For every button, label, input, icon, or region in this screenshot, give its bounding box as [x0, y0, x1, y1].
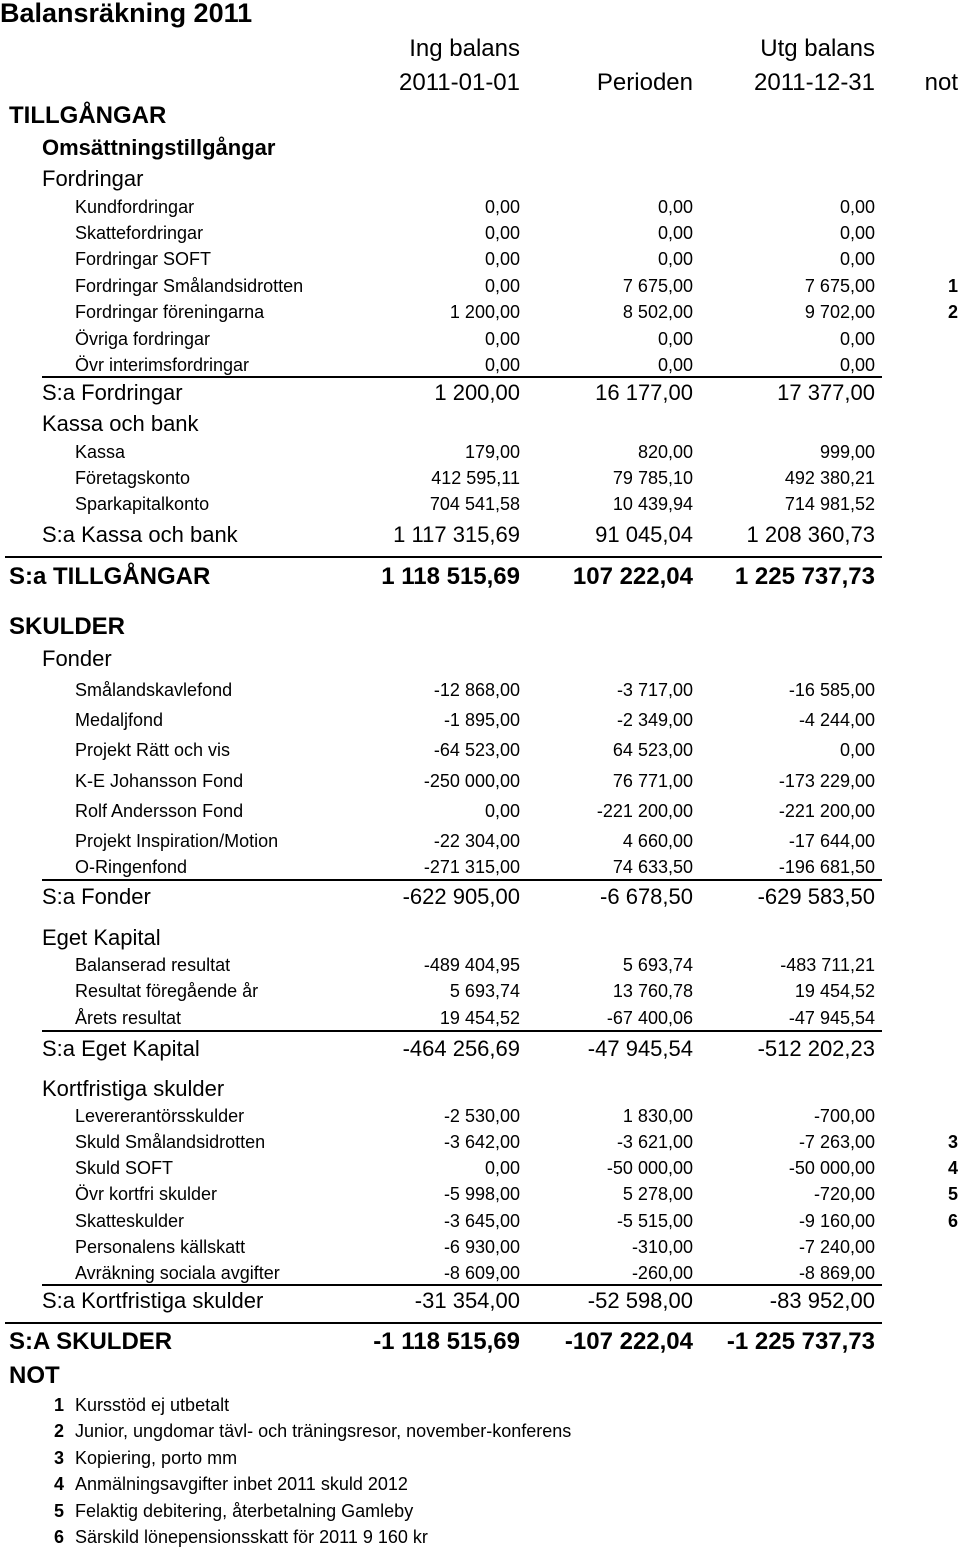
- header-ing-balans: Ing balans: [409, 35, 520, 62]
- kassa-row-utg-balans: 714 981,52: [784, 494, 875, 514]
- fonder-row-perioden: -2 349,00: [616, 710, 693, 730]
- kortfristiga-row-utg-balans: -8 869,00: [798, 1263, 875, 1283]
- kortfristiga-row-perioden: -50 000,00: [606, 1158, 693, 1178]
- fordringar-row-label: Övriga fordringar: [75, 329, 211, 349]
- fordringar-row-label: Fordringar SOFT: [75, 249, 212, 269]
- kortfristiga-row-perioden: -5 515,00: [616, 1211, 693, 1231]
- kortfristiga-row-label: Levererantörsskulder: [75, 1106, 245, 1126]
- kortfristiga-row-perioden: -260,00: [631, 1263, 693, 1283]
- fordringar-row-utg-balans: 0,00: [839, 329, 875, 349]
- kortfristiga-row-note-ref: 3: [947, 1132, 958, 1152]
- kortfristiga-row-ing-balans: -3 642,00: [443, 1132, 520, 1152]
- kortfristiga-row-utg-balans: -720,00: [813, 1184, 875, 1204]
- section-skulder: SKULDER: [9, 613, 126, 640]
- fordringar-row-perioden: 0,00: [657, 355, 693, 375]
- eget-kapital-row-perioden: 5 693,74: [622, 955, 693, 975]
- note-number: 2: [54, 1421, 65, 1441]
- eget-kapital-sum-rule: [42, 1030, 882, 1032]
- fonder-sum-label: S:a Fonder: [42, 884, 151, 909]
- fonder-row-utg-balans: -221 200,00: [778, 801, 875, 821]
- kortfristiga-heading: Kortfristiga skulder: [42, 1076, 225, 1101]
- kortfristiga-row-note-ref: 5: [947, 1184, 958, 1204]
- fonder-sum-rule: [42, 879, 882, 881]
- kassa-row-perioden: 820,00: [637, 442, 693, 462]
- fordringar-sum-perioden: 16 177,00: [595, 380, 693, 405]
- fonder-row-perioden: -3 717,00: [616, 680, 693, 700]
- page-title: Balansräkning 2011: [0, 0, 253, 28]
- kassa-row-ing-balans: 412 595,11: [431, 468, 520, 488]
- header-not: not: [924, 69, 958, 96]
- kortfristiga-row-ing-balans: 0,00: [484, 1158, 520, 1178]
- fonder-row-label: O-Ringenfond: [75, 857, 188, 877]
- fordringar-row-utg-balans: 9 702,00: [804, 302, 875, 322]
- kortfristiga-row-perioden: 1 830,00: [622, 1106, 693, 1126]
- omsattningstillgangar-heading: Omsättningstillgångar: [42, 135, 276, 160]
- kortfristiga-row-utg-balans: -700,00: [813, 1106, 875, 1126]
- tillgangar-total-perioden: 107 222,04: [572, 563, 693, 590]
- note-text: Särskild lönepensionsskatt för 2011 9 160 kr: [75, 1527, 428, 1547]
- fonder-row-ing-balans: -22 304,00: [433, 831, 520, 851]
- note-number: 1: [54, 1395, 65, 1415]
- kortfristiga-row-label: Skuld Smålandsidrotten: [75, 1132, 266, 1152]
- notes-heading: NOT: [9, 1362, 60, 1389]
- fonder-row-utg-balans: -196 681,50: [778, 857, 875, 877]
- eget-kapital-sum-ing-balans: -464 256,69: [402, 1036, 520, 1061]
- fonder-row-label: Smålandskavlefond: [75, 680, 233, 700]
- fonder-row-ing-balans: -64 523,00: [433, 740, 520, 760]
- fonder-row-label: Projekt Inspiration/Motion: [75, 831, 279, 851]
- note-text: Junior, ungdomar tävl- och träningsresor, november-konferens: [75, 1421, 572, 1441]
- fonder-row-ing-balans: 0,00: [484, 801, 520, 821]
- tillgangar-total-ing-balans: 1 118 515,69: [381, 563, 520, 590]
- fonder-sum-utg-balans: -629 583,50: [757, 884, 875, 909]
- eget-kapital-sum-perioden: -47 945,54: [587, 1036, 693, 1061]
- eget-kapital-row-ing-balans: 19 454,52: [439, 1008, 520, 1028]
- fordringar-row-ing-balans: 1 200,00: [449, 302, 520, 322]
- kassa-row-utg-balans: 999,00: [819, 442, 875, 462]
- kassa-heading: Kassa och bank: [42, 411, 199, 436]
- kassa-row-label: Kassa: [75, 442, 126, 462]
- fordringar-row-ing-balans: 0,00: [484, 249, 520, 269]
- eget-kapital-row-perioden: 13 760,78: [612, 981, 693, 1001]
- kassa-row-label: Sparkapitalkonto: [75, 494, 210, 514]
- kortfristiga-row-label: Skatteskulder: [75, 1211, 185, 1231]
- kassa-sum-ing-balans: 1 117 315,69: [393, 522, 520, 547]
- fordringar-row-perioden: 8 502,00: [622, 302, 693, 322]
- kortfristiga-row-ing-balans: -2 530,00: [443, 1106, 520, 1126]
- fonder-row-ing-balans: -12 868,00: [433, 680, 520, 700]
- eget-kapital-row-utg-balans: 19 454,52: [794, 981, 875, 1001]
- note-number: 6: [54, 1527, 65, 1547]
- kassa-row-ing-balans: 179,00: [464, 442, 520, 462]
- fonder-row-utg-balans: -17 644,00: [788, 831, 875, 851]
- skulder-total-perioden: -107 222,04: [564, 1328, 693, 1355]
- kassa-row-perioden: 79 785,10: [612, 468, 693, 488]
- eget-kapital-row-utg-balans: -47 945,54: [788, 1008, 875, 1028]
- kortfristiga-row-utg-balans: -9 160,00: [798, 1211, 875, 1231]
- fonder-row-label: Rolf Andersson Fond: [75, 801, 244, 821]
- fonder-heading: Fonder: [42, 646, 112, 671]
- skulder-total-utg-balans: -1 225 737,73: [726, 1328, 875, 1355]
- fordringar-row-perioden: 0,00: [657, 223, 693, 243]
- kassa-sum-label: S:a Kassa och bank: [42, 522, 238, 547]
- eget-kapital-row-ing-balans: -489 404,95: [423, 955, 520, 975]
- eget-kapital-sum-label: S:a Eget Kapital: [42, 1036, 200, 1061]
- note-text: Felaktig debitering, återbetalning Gamleby: [75, 1501, 414, 1521]
- fordringar-row-label: Övr interimsfordringar: [75, 355, 250, 375]
- header-utg-balans: Utg balans: [760, 35, 875, 62]
- kortfristiga-row-label: Avräkning sociala avgifter: [75, 1263, 280, 1283]
- fonder-row-perioden: 76 771,00: [612, 771, 693, 791]
- fonder-row-label: Projekt Rätt och vis: [75, 740, 231, 760]
- kortfristiga-sum-rule: [42, 1284, 882, 1286]
- kassa-row-label: Företagskonto: [75, 468, 191, 488]
- fordringar-sum-rule: [42, 376, 882, 378]
- fonder-row-label: Medaljfond: [75, 710, 164, 730]
- fonder-row-label: K-E Johansson Fond: [75, 771, 244, 791]
- fonder-row-ing-balans: -271 315,00: [423, 857, 520, 877]
- fordringar-row-ing-balans: 0,00: [484, 355, 520, 375]
- skulder-total-label: S:A SKULDER: [9, 1328, 173, 1355]
- fordringar-row-label: Fordringar föreningarna: [75, 302, 265, 322]
- fordringar-row-utg-balans: 0,00: [839, 197, 875, 217]
- fonder-row-utg-balans: -4 244,00: [798, 710, 875, 730]
- fordringar-row-ing-balans: 0,00: [484, 329, 520, 349]
- fonder-row-perioden: 4 660,00: [622, 831, 693, 851]
- fordringar-heading: Fordringar: [42, 166, 144, 191]
- fordringar-row-utg-balans: 0,00: [839, 223, 875, 243]
- kortfristiga-sum-ing-balans: -31 354,00: [414, 1288, 520, 1313]
- kortfristiga-row-label: Skuld SOFT: [75, 1158, 174, 1178]
- kortfristiga-sum-perioden: -52 598,00: [587, 1288, 693, 1313]
- kortfristiga-row-note-ref: 6: [947, 1211, 958, 1231]
- fordringar-row-ing-balans: 0,00: [484, 197, 520, 217]
- header-perioden: Perioden: [596, 69, 693, 96]
- fonder-row-utg-balans: 0,00: [839, 740, 875, 760]
- fordringar-row-perioden: 7 675,00: [622, 276, 693, 296]
- fordringar-row-label: Skattefordringar: [75, 223, 204, 243]
- kassa-row-ing-balans: 704 541,58: [429, 494, 520, 514]
- eget-kapital-row-utg-balans: -483 711,21: [780, 955, 875, 975]
- note-text: Anmälningsavgifter inbet 2011 skuld 2012: [75, 1474, 408, 1494]
- eget-kapital-heading: Eget Kapital: [42, 925, 161, 950]
- kassa-row-perioden: 10 439,94: [612, 494, 693, 514]
- fonder-row-perioden: 64 523,00: [612, 740, 693, 760]
- kassa-sum-utg-balans: 1 208 360,73: [746, 522, 875, 547]
- header-date-start: 2011-01-01: [399, 69, 520, 96]
- note-text: Kopiering, porto mm: [75, 1448, 238, 1468]
- fordringar-sum-label: S:a Fordringar: [42, 380, 183, 405]
- kortfristiga-row-perioden: -3 621,00: [616, 1132, 693, 1152]
- kortfristiga-row-ing-balans: -5 998,00: [443, 1184, 520, 1204]
- note-number: 4: [54, 1474, 65, 1494]
- fordringar-sum-utg-balans: 17 377,00: [777, 380, 875, 405]
- note-number: 3: [54, 1448, 65, 1468]
- kortfristiga-row-ing-balans: -8 609,00: [443, 1263, 520, 1283]
- fordringar-row-note-ref: 1: [947, 276, 958, 296]
- kortfristiga-sum-utg-balans: -83 952,00: [769, 1288, 875, 1313]
- kortfristiga-row-label: Personalens källskatt: [75, 1237, 246, 1257]
- kortfristiga-row-utg-balans: -7 240,00: [798, 1237, 875, 1257]
- fordringar-row-ing-balans: 0,00: [484, 276, 520, 296]
- eget-kapital-row-ing-balans: 5 693,74: [449, 981, 520, 1001]
- fordringar-row-perioden: 0,00: [657, 249, 693, 269]
- kortfristiga-row-label: Övr kortfri skulder: [75, 1184, 218, 1204]
- note-text: Kursstöd ej utbetalt: [75, 1395, 230, 1415]
- kassa-sum-perioden: 91 045,04: [595, 522, 693, 547]
- tillgangar-total-rule: [5, 556, 882, 558]
- kortfristiga-row-ing-balans: -3 645,00: [443, 1211, 520, 1231]
- skulder-total-ing-balans: -1 118 515,69: [373, 1328, 520, 1355]
- fonder-row-ing-balans: -250 000,00: [423, 771, 520, 791]
- skulder-total-rule: [5, 1322, 882, 1324]
- fordringar-row-perioden: 0,00: [657, 197, 693, 217]
- fordringar-row-label: Kundfordringar: [75, 197, 195, 217]
- fonder-row-perioden: 74 633,50: [612, 857, 693, 877]
- fordringar-sum-ing-balans: 1 200,00: [434, 380, 520, 405]
- kortfristiga-row-note-ref: 4: [947, 1158, 958, 1178]
- note-number: 5: [54, 1501, 65, 1521]
- header-date-end: 2011-12-31: [754, 69, 875, 96]
- fordringar-row-perioden: 0,00: [657, 329, 693, 349]
- fordringar-row-note-ref: 2: [947, 302, 958, 322]
- fordringar-row-ing-balans: 0,00: [484, 223, 520, 243]
- fonder-row-ing-balans: -1 895,00: [443, 710, 520, 730]
- fordringar-row-utg-balans: 7 675,00: [804, 276, 875, 296]
- eget-kapital-row-label: Resultat föregående år: [75, 981, 259, 1001]
- kortfristiga-row-perioden: -310,00: [631, 1237, 693, 1257]
- fordringar-row-label: Fordringar Smålandsidrotten: [75, 276, 304, 296]
- fonder-sum-perioden: -6 678,50: [600, 884, 693, 909]
- fonder-row-utg-balans: -173 229,00: [778, 771, 875, 791]
- kortfristiga-sum-label: S:a Kortfristiga skulder: [42, 1288, 264, 1313]
- fordringar-row-utg-balans: 0,00: [839, 355, 875, 375]
- fonder-sum-ing-balans: -622 905,00: [402, 884, 520, 909]
- tillgangar-total-label: S:a TILLGÅNGAR: [9, 563, 211, 590]
- eget-kapital-sum-utg-balans: -512 202,23: [757, 1036, 875, 1061]
- eget-kapital-row-perioden: -67 400,06: [606, 1008, 693, 1028]
- eget-kapital-row-label: Balanserad resultat: [75, 955, 231, 975]
- section-tillgangar: TILLGÅNGAR: [9, 102, 167, 129]
- kassa-row-utg-balans: 492 380,21: [784, 468, 875, 488]
- eget-kapital-row-label: Årets resultat: [75, 1008, 182, 1028]
- fonder-row-perioden: -221 200,00: [596, 801, 693, 821]
- kortfristiga-row-utg-balans: -50 000,00: [788, 1158, 875, 1178]
- kortfristiga-row-utg-balans: -7 263,00: [798, 1132, 875, 1152]
- fonder-row-utg-balans: -16 585,00: [788, 680, 875, 700]
- tillgangar-total-utg-balans: 1 225 737,73: [734, 563, 875, 590]
- kortfristiga-row-ing-balans: -6 930,00: [443, 1237, 520, 1257]
- kortfristiga-row-perioden: 5 278,00: [622, 1184, 693, 1204]
- fordringar-row-utg-balans: 0,00: [839, 249, 875, 269]
